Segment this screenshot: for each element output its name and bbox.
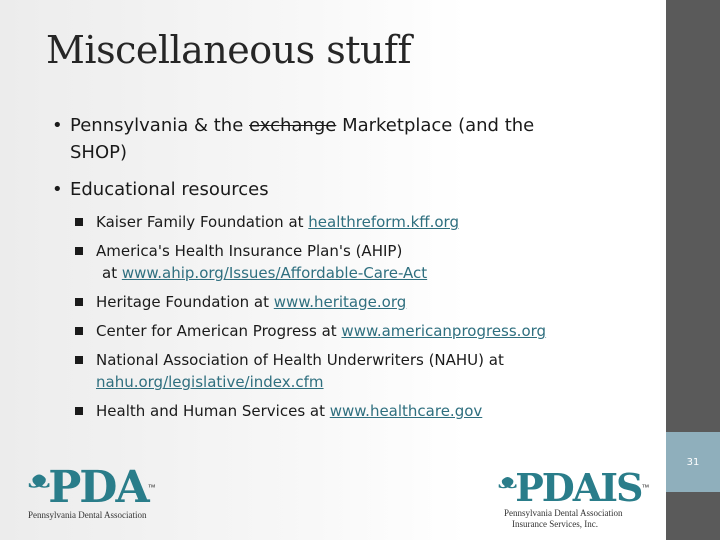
bullet-educational-resources	[52, 176, 652, 422]
pda-logo-mark: ᵜPDA™	[28, 462, 156, 513]
resource-item-heritage	[70, 291, 652, 313]
bullet-pennsylvania	[52, 112, 652, 166]
page-number: 31	[666, 432, 720, 492]
trademark-icon: ™	[641, 483, 650, 492]
bullet-text: Pennsylvania & the	[70, 115, 249, 136]
pdais-logo-mark: ᵜPDAIS™	[498, 465, 650, 510]
resource-text: Health and Human Services at	[96, 402, 330, 420]
bullet-list	[52, 112, 652, 422]
bullet-text-post: Marketplace (and the	[336, 115, 535, 136]
resource-list	[70, 211, 652, 422]
link-heritage[interactable]: www.heritage.org	[273, 293, 407, 311]
resource-item-hhs	[70, 400, 652, 422]
trademark-icon: ™	[147, 483, 156, 492]
resource-text: America's Health Insurance Plan's (AHIP)	[96, 242, 403, 260]
resource-cont	[96, 262, 652, 284]
link-hhs[interactable]: www.healthcare.gov	[329, 402, 483, 420]
link-ahip[interactable]: www.ahip.org/Issues/Affordable-Care-Act	[121, 264, 428, 282]
tooth-icon: ᵜ	[498, 465, 516, 510]
resource-cont-pre: at	[102, 264, 122, 282]
link-kff[interactable]: healthreform.kff.org	[308, 213, 459, 231]
pdais-logo-caption-2: Insurance Services, Inc.	[512, 519, 598, 529]
resource-item-ahip	[70, 240, 652, 284]
pda-logo-caption: Pennsylvania Dental Association	[28, 510, 147, 520]
resource-item-kff	[70, 211, 652, 233]
pdais-logo	[498, 465, 650, 530]
resource-item-nahu	[70, 349, 652, 393]
struck-word: exchange	[249, 115, 337, 136]
slide-title: Miscellaneous stuff	[46, 28, 412, 72]
link-nahu[interactable]: nahu.org/legislative/index.cfm	[96, 373, 324, 391]
resource-text: National Association of Health Underwriters (NAHU) at	[96, 351, 504, 369]
pdais-logo-caption-1: Pennsylvania Dental Association	[504, 508, 623, 518]
bullet-text-cont: SHOP)	[70, 142, 128, 163]
link-cap[interactable]: www.americanprogress.org	[341, 322, 547, 340]
resource-item-cap	[70, 320, 652, 342]
pda-logo	[28, 462, 188, 526]
tooth-icon: ᵜ	[28, 462, 49, 513]
resource-cont	[96, 371, 652, 393]
resource-text: Kaiser Family Foundation at	[96, 213, 309, 231]
resource-text: Heritage Foundation at	[96, 293, 274, 311]
bullet-text: Educational resources	[70, 179, 269, 200]
resource-text: Center for American Progress at	[96, 322, 342, 340]
